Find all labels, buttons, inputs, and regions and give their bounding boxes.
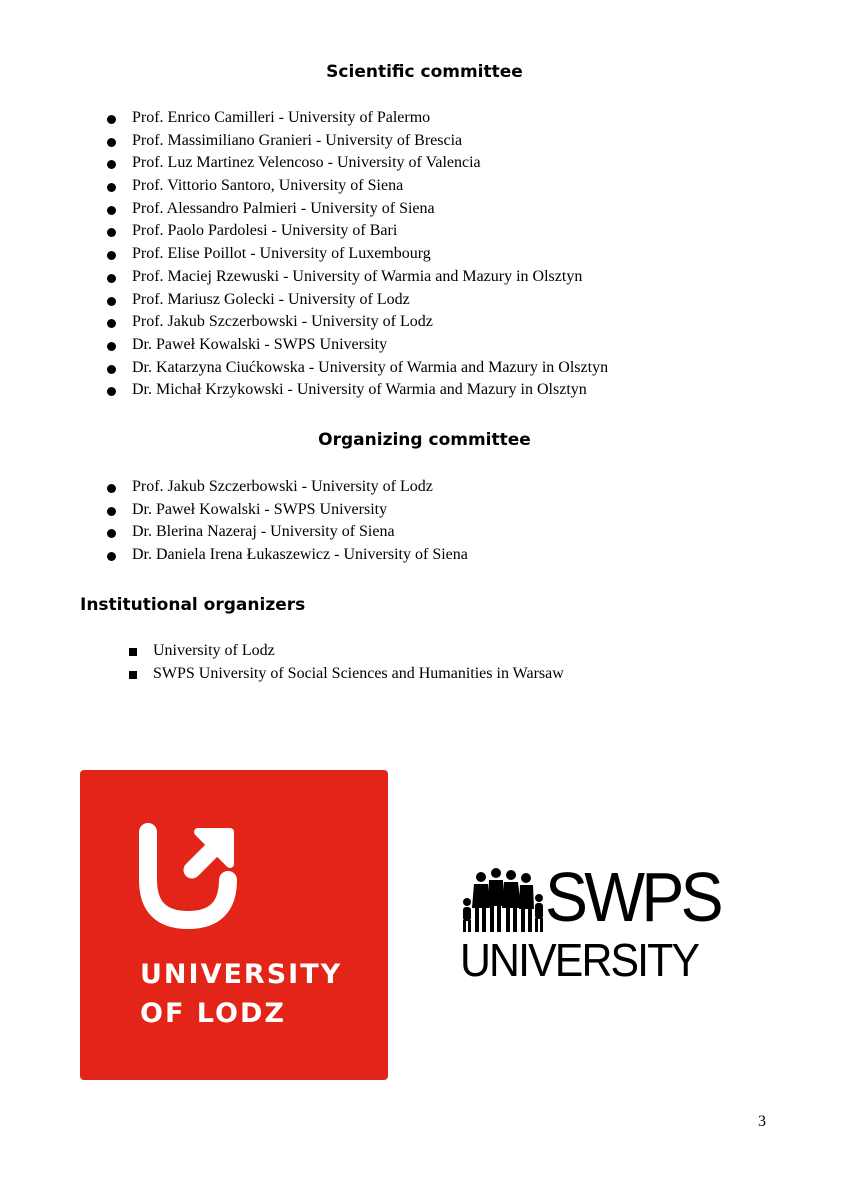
swps-logo-subtitle: UNIVERSITY	[460, 934, 699, 986]
bullet-icon	[107, 228, 116, 237]
member-name: Dr. Paweł Kowalski - SWPS University	[132, 500, 388, 518]
list-item	[132, 175, 608, 198]
list-item	[132, 107, 608, 130]
bullet-icon	[107, 274, 116, 283]
member-name: Prof. Vittorio Santoro, University of Siena	[132, 177, 404, 195]
swps-university-logo	[455, 858, 745, 992]
list-item	[132, 289, 608, 312]
scientific-committee-list	[132, 107, 608, 402]
member-name: Dr. Blerina Nazeraj - University of Siena	[132, 523, 395, 541]
list-item	[132, 198, 608, 221]
list-item	[132, 499, 468, 522]
list-item	[132, 266, 608, 289]
member-name: Prof. Luz Martinez Velencoso - University of Valencia	[132, 154, 481, 172]
bullet-icon	[107, 529, 116, 538]
bullet-icon	[107, 297, 116, 306]
list-item	[132, 311, 608, 334]
member-name: Prof. Alessandro Palmieri - University of Siena	[132, 199, 435, 217]
list-item	[132, 544, 468, 567]
bullet-icon	[107, 115, 116, 124]
institutional-organizers-list	[153, 640, 564, 685]
bullet-icon	[107, 365, 116, 374]
bullet-icon	[107, 507, 116, 516]
member-name: Prof. Enrico Camilleri - University of Palermo	[132, 109, 431, 126]
bullet-icon	[107, 319, 116, 328]
organizing-committee-list	[132, 476, 468, 567]
bullet-icon	[107, 183, 116, 192]
list-item	[132, 379, 608, 402]
list-item	[132, 130, 608, 153]
list-item	[132, 521, 468, 544]
list-item	[132, 152, 608, 175]
member-name: Prof. Massimiliano Granieri - University of Brescia	[132, 131, 463, 149]
list-item	[132, 220, 608, 243]
member-name: Prof. Jakub Szczerbowski - University of Lodz	[132, 478, 433, 495]
member-name: Dr. Michał Krzykowski - University of Warmia and Mazury in Olsztyn	[132, 381, 587, 399]
square-bullet-icon	[129, 648, 137, 656]
family-silhouette-icon	[459, 864, 545, 934]
member-name: Prof. Maciej Rzewuski - University of Warmia and Mazury in Olsztyn	[132, 267, 583, 285]
bullet-icon	[107, 484, 116, 493]
bullet-icon	[107, 138, 116, 147]
bullet-icon	[107, 160, 116, 169]
member-name: Prof. Mariusz Golecki - University of Lodz	[132, 290, 410, 308]
organizing-committee-heading: Organizing committee	[318, 430, 531, 450]
organizer-name: SWPS University of Social Sciences and Humanities in Warsaw	[153, 664, 564, 682]
member-name: Prof. Paolo Pardolesi - University of Bari	[132, 222, 398, 240]
member-name: Prof. Elise Poillot - University of Luxembourg	[132, 245, 431, 263]
member-name: Prof. Jakub Szczerbowski - University of Lodz	[132, 313, 433, 331]
bullet-icon	[107, 552, 116, 561]
organizer-name: University of Lodz	[153, 642, 275, 659]
bullet-icon	[107, 251, 116, 260]
list-item	[132, 334, 608, 357]
member-name: Dr. Daniela Irena Łukaszewicz - University of Siena	[132, 546, 468, 564]
member-name: Dr. Katarzyna Ciućkowska - University of Warmia and Mazury in Olsztyn	[132, 358, 609, 376]
lodz-logo-line1: UNIVERSITY	[140, 959, 343, 990]
lodz-logo-line2: OF LODZ	[140, 998, 286, 1029]
scientific-committee-heading: Scientific committee	[326, 62, 523, 82]
swps-logo-word: SWPS	[545, 858, 720, 936]
list-item	[132, 357, 608, 380]
page-number: 3	[758, 1113, 766, 1130]
list-item	[132, 243, 608, 266]
list-item	[153, 663, 564, 686]
bullet-icon	[107, 342, 116, 351]
university-of-lodz-logo	[80, 770, 388, 1080]
bullet-icon	[107, 206, 116, 215]
bullet-icon	[107, 387, 116, 396]
institutional-organizers-heading: Institutional organizers	[80, 595, 306, 615]
list-item	[153, 640, 564, 663]
member-name: Dr. Paweł Kowalski - SWPS University	[132, 335, 388, 353]
square-bullet-icon	[129, 671, 137, 679]
list-item	[132, 476, 468, 499]
lodz-u-arrow-icon	[80, 770, 388, 1080]
